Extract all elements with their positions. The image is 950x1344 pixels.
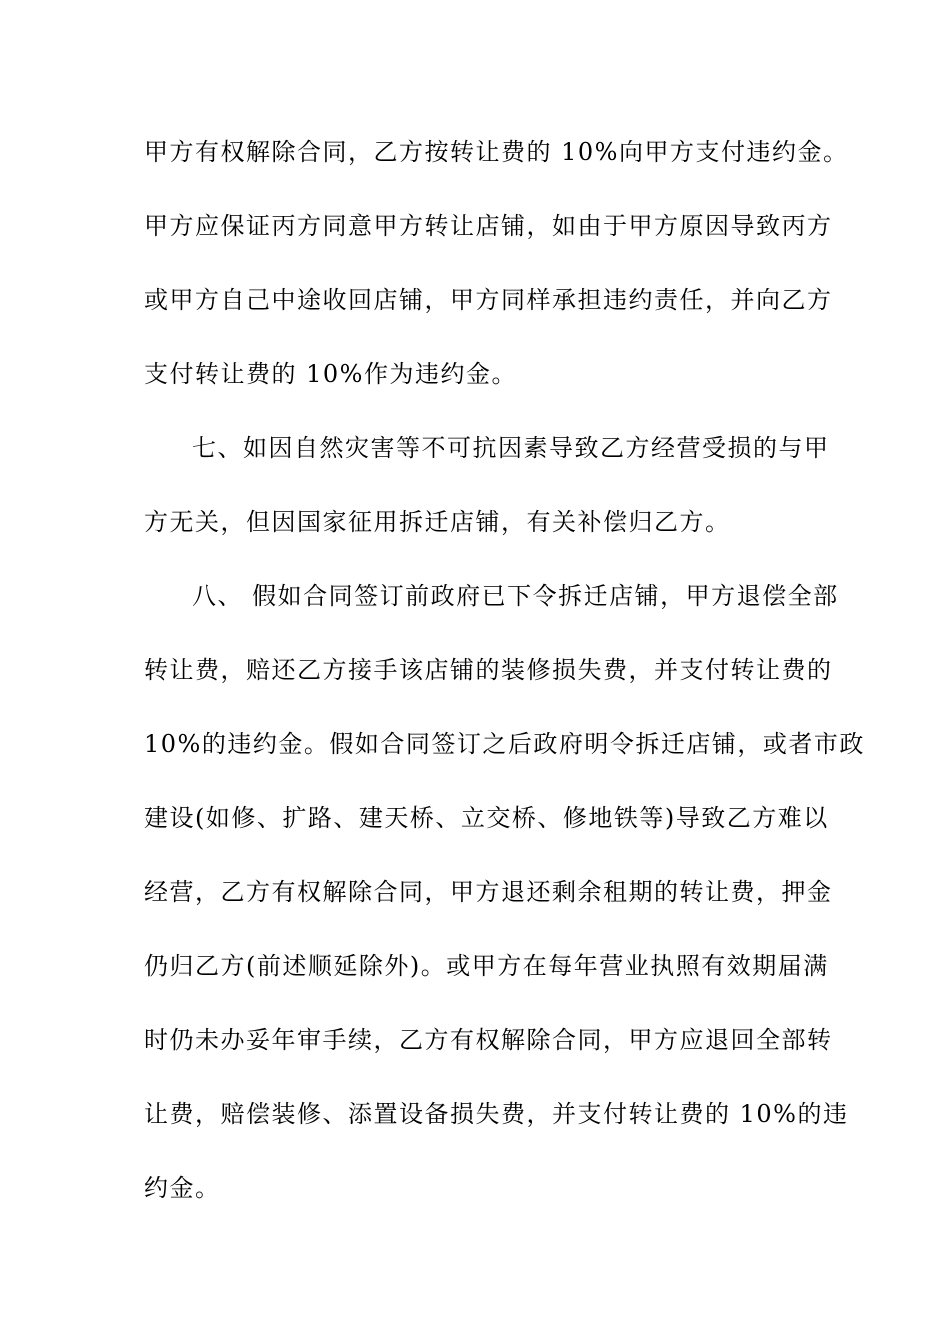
text-line: 建设(如修、扩路、建天桥、立交桥、修地铁等)导致乙方难以 (144, 804, 829, 832)
text-line: 或甲方自己中途收回店铺，甲方同样承担违约责任，并向乙方 (144, 286, 833, 314)
text-line: 甲方有权解除合同，乙方按转让费的 10%向甲方支付违约金。 (144, 138, 849, 166)
text-line: 转让费，赔还乙方接手该店铺的装修损失费，并支付转让费的 (144, 656, 833, 684)
text-line: 仍归乙方(前述顺延除外)。或甲方在每年营业执照有效期届满 (144, 952, 829, 980)
text-line: 时仍未办妥年审手续，乙方有权解除合同，甲方应退回全部转 (144, 1026, 833, 1054)
text-line: 甲方应保证丙方同意甲方转让店铺，如由于甲方原因导致丙方 (144, 212, 833, 240)
text-line: 方无关，但因国家征用拆迁店铺，有关补偿归乙方。 (144, 508, 731, 536)
text-line: 约金。 (144, 1174, 221, 1202)
text-line: 七、如因自然灾害等不可抗因素导致乙方经营受损的与甲 (192, 434, 830, 462)
text-line: 10%的违约金。假如合同签订之后政府明令拆迁店铺，或者市政 (144, 730, 865, 758)
text-line: 让费，赔偿装修、添置设备损失费，并支付转让费的 10%的违 (144, 1100, 849, 1128)
text-line: 经营，乙方有权解除合同，甲方退还剩余租期的转让费，押金 (144, 878, 833, 906)
text-line: 支付转让费的 10%作为违约金。 (144, 360, 517, 388)
text-line: 八、 假如合同签订前政府已下令拆迁店铺，甲方退偿全部 (192, 582, 839, 610)
